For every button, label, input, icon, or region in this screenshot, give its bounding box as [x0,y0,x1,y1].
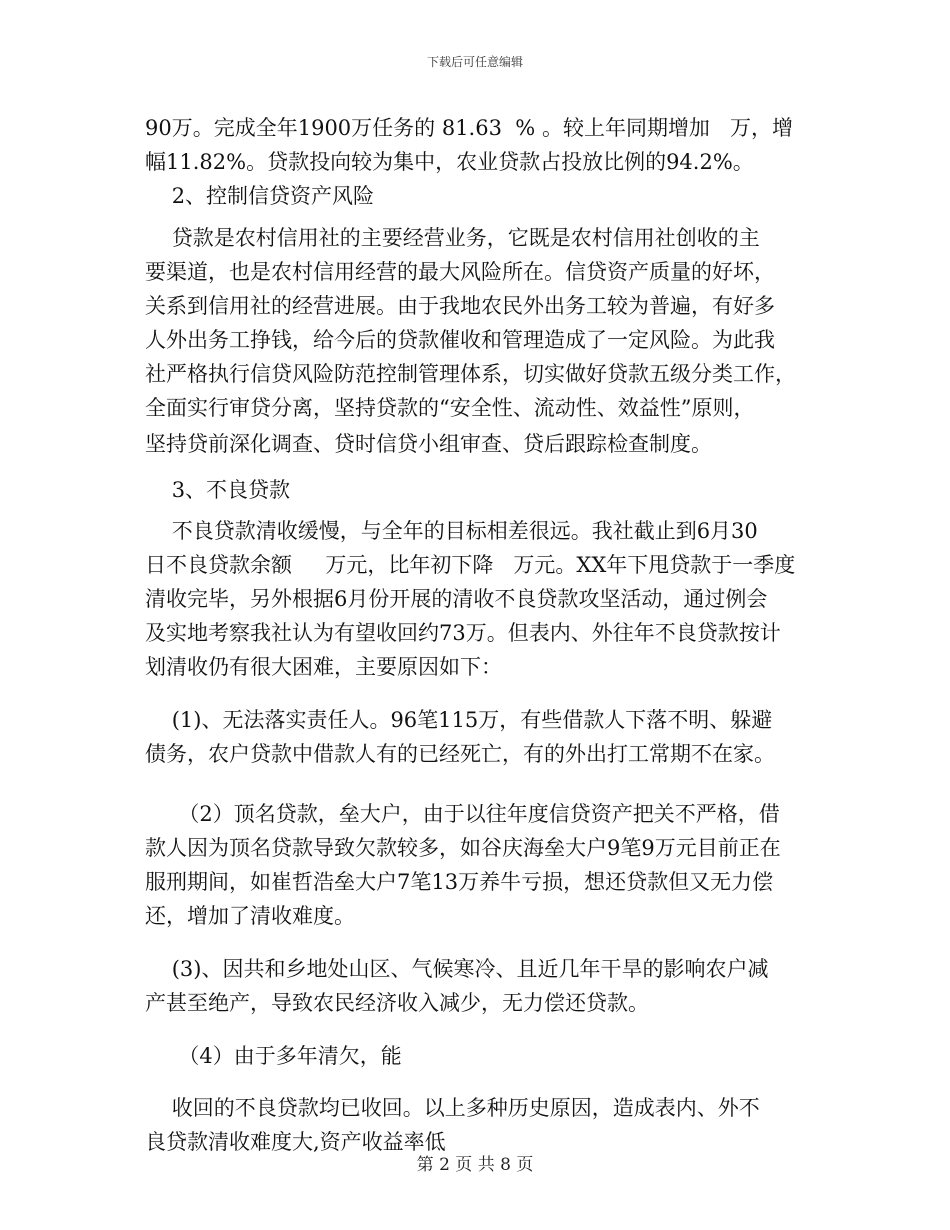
text-line: 清收完毕，另外根据6月份开展的清收不良贷款攻坚活动，通过例会 [145,587,768,611]
text-line: （2）顶名贷款，垒大户，由于以往年度信贷资产把关不严格，借 [145,802,780,826]
text-line: 及实地考察我社认为有望收回约73万。但表内、外往年不良贷款按计 [145,621,781,645]
text-line: 坚持贷前深化调查、贷时信贷小组审查、贷后跟踪检查制度。 [145,432,712,456]
text-line: 产甚至绝产，导致农民经济收入减少，无力偿还贷款。 [145,991,649,1015]
text-line: 良贷款清收难度大,资产收益率低 [145,1130,446,1154]
section-heading: 3、不良贷款 [145,478,291,502]
text-line: 幅11.82%。贷款投向较为集中，农业贷款占投放比例的94.2%。 [145,150,754,174]
section-heading: 2、控制信贷资产风险 [145,184,375,208]
text-line: 还，增加了清收难度。 [145,904,355,928]
page-footer: 第 2 页 共 8 页 [416,1155,534,1175]
page-header: 下载后可任意编辑 [426,55,523,69]
text-line: 不良贷款清收缓慢，与全年的目标相差很远。我社截止到6月30 [145,519,758,543]
text-line: 人外出务工挣钱，给今后的贷款催收和管理造成了一定风险。为此我 [145,328,775,352]
text-line: 关系到信用社的经营进展。由于我地农民外出务工较为普遍，有好多 [145,294,775,318]
text-line: 要渠道，也是农村信用经营的最大风险所在。信贷资产质量的好坏， [145,260,775,284]
text-line: 90万。完成全年1900万任务的 81.63 % 。较上年同期增加 万，增 [145,116,793,140]
text-line: 全面实行审贷分离，坚持贷款的“安全性、流动性、效益性”原则， [145,396,755,420]
text-line: 贷款是农村信用社的主要经营业务，它既是农村信用社创收的主 [145,226,760,250]
text-line: 收回的不良贷款均已收回。以上多种历史原因，造成表内、外不 [145,1096,760,1120]
text-line: 日不良贷款余额 万元，比年初下降 万元。XX年下甩贷款于一季度 [145,553,796,577]
text-line: 社严格执行信贷风险防范控制管理体系，切实做好贷款五级分类工作， [145,362,796,386]
text-line: 款人因为顶名贷款导致欠款较多，如谷庆海垒大户9笔9万元目前正在 [145,836,781,860]
text-line: 服刑期间，如崔哲浩垒大户7笔13万养牛亏损，想还贷款但又无力偿 [145,870,774,894]
text-line: 划清收仍有很大困难，主要原因如下： [145,655,502,679]
text-line: (3)、因共和乡地处山区、气候寒冷、且近几年干旱的影响农户减 [145,957,769,981]
text-line: (1)、无法落实责任人。96笔115万，有些借款人下落不明、躲避 [145,708,773,732]
text-line: 债务，农户贷款中借款人有的已经死亡，有的外出打工常期不在家。 [145,742,775,766]
text-line: （4）由于多年清欠，能 [145,1044,402,1068]
